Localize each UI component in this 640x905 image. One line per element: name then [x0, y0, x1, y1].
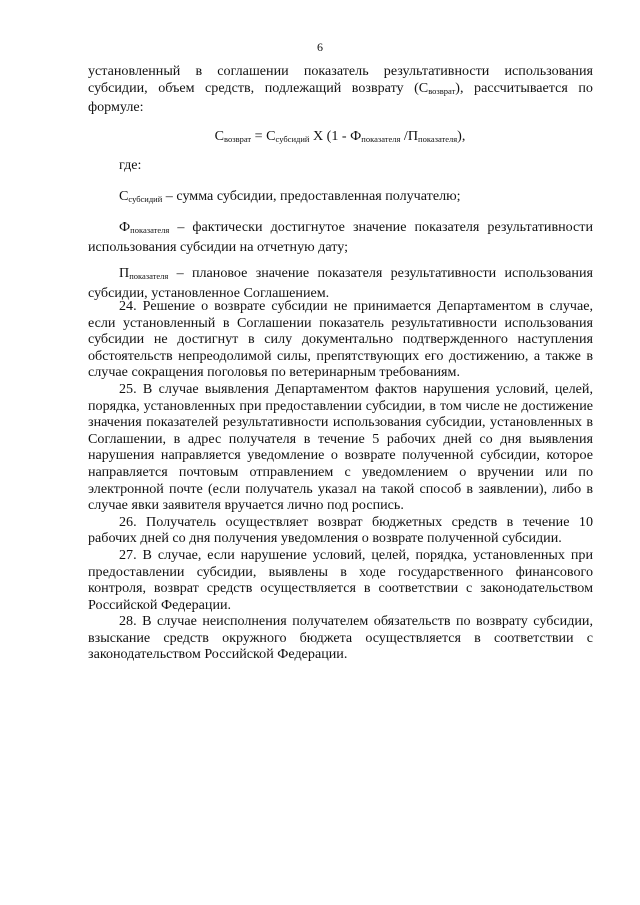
- definition-plan: [88, 265, 593, 301]
- definition-symbol: Ф: [119, 219, 131, 235]
- paragraph-26: 26. Получатель осуществляет возврат бюджетных средств в течение 10 рабочих дней со дня получения уведомления о возврате полученной субсидии.: [88, 513, 593, 547]
- paragraph-28: 28. В случае неисполнения получателем обязательств по возврату субсидии, взыскание средств окружного бюджета осуществляется в соответствии с законодательством Российской Федерации.: [88, 613, 593, 663]
- formula-middle: Х (1 - Ф: [309, 128, 362, 144]
- definition-text: – фактически достигнутое значение показателя результативности использования субсидии на отчетную дату;: [88, 219, 593, 255]
- formula-eq: = С: [251, 128, 276, 144]
- definition-subscript: субсидий: [128, 194, 163, 204]
- formula-fact-sub: показателя: [361, 134, 401, 144]
- formula-c-sub: возврат: [224, 134, 252, 144]
- page-number: 6: [317, 40, 323, 54]
- paragraph-27: 27. В случае, если нарушение условий, целей, порядка, установленных при предоставлении субсидии, выявлены в ходе государственного финансового контроля, возврат средств осуществляется в соответствии с законодательством Российской Федерации.: [88, 546, 593, 613]
- paragraph-25: 25. В случае выявления Департаментом фактов нарушения условий, целей, порядка, установленных при предоставлении субсидии, в том числе не достижение значения показателей результативности использования субсидии, установленных в Соглашении, в адрес получателя в течение 5 рабочих дней со дня выявления нарушения направляется уведомление о возврате полученной субсидии, которое направляется почтовым отправлением с уведомлением о вручении или по электронной почте (если получатель указал на такой способ в заявлении), либо в случае явки заявителя вручается лично под роспись.: [88, 380, 593, 514]
- intro-text: установленный в соглашении показатель результативности использования субсидии, объем средств, подлежащий возврату (С: [88, 63, 593, 96]
- definition-symbol: П: [119, 265, 130, 281]
- paragraph-24: 24. Решение о возврате субсидии не принимается Департаментом в случае, если установленный в Соглашении показатель результативности использования субсидии не достигнут в силу документально подтвержденного наступления обстоятельств непреодолимой силы, препятствующих его достижению, а также в случае сокращения поголовья по ветеринарным требованиям.: [88, 298, 593, 381]
- definition-subscript: показателя: [130, 225, 170, 235]
- definition-text: – плановое значение показателя результативности использования субсидии, установленное Соглашением.: [88, 265, 593, 301]
- formula-end: ),: [457, 128, 466, 144]
- formula-c: С: [214, 128, 225, 144]
- definition-symbol: С: [119, 188, 129, 204]
- formula-subsidy-sub: субсидий: [275, 134, 310, 144]
- intro-paragraph: [88, 63, 593, 116]
- refund-formula: [0, 128, 640, 145]
- formula-plan-sub: показателя: [418, 134, 458, 144]
- where-label: где:: [119, 157, 142, 173]
- intro-subscript: возврат: [428, 85, 456, 96]
- formula-slash: /П: [400, 128, 419, 144]
- definition-subscript: показателя: [129, 271, 169, 281]
- intro-tail: ), рассчитывается по формуле:: [88, 79, 593, 116]
- definition-text: – сумма субсидии, предоставленная получателю;: [162, 188, 461, 204]
- definition-fact: [88, 219, 593, 255]
- paragraphs-body: [88, 298, 593, 663]
- definition-subsidy: [88, 188, 593, 208]
